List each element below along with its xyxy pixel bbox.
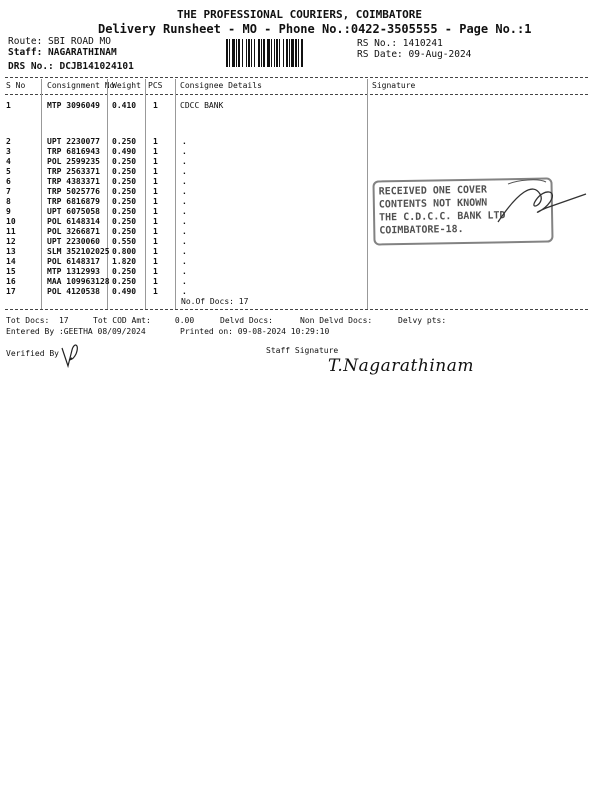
table-row: 13 SLM 352102025 0.800 1 .	[6, 247, 187, 256]
stamp-line: THE C.D.C.C. BANK LTD	[379, 210, 506, 224]
printed-on: Printed on: 09-08-2024 10:29:10	[180, 327, 330, 336]
table-row: 14 POL 6148317 1.820 1 .	[6, 257, 187, 266]
route-label: Route: SBI ROAD MO	[8, 36, 111, 47]
table-bottom-rule	[5, 309, 588, 310]
rs-number: RS No.: 1410241	[357, 38, 443, 49]
header-bottom-rule	[5, 94, 588, 95]
row-sno: 1	[6, 101, 11, 110]
no-of-docs: No.Of Docs: 17	[181, 297, 249, 306]
table-row: 10 POL 6148314 0.250 1 .	[6, 217, 187, 226]
table-row: 3 TRP 6816943 0.490 1 .	[6, 147, 187, 156]
delivery-points: Delvy pts:	[398, 316, 447, 325]
table-row: 5 TRP 2563371 0.250 1 .	[6, 167, 187, 176]
drs-number: DRS No.: DCJB141024101	[8, 61, 134, 72]
row-weight: 0.410	[112, 101, 137, 110]
total-cod-amount: Tot COD Amt: 0.00	[93, 316, 195, 325]
table-header-row	[0, 81, 600, 91]
staff-signature: T.Nagarathinam	[328, 356, 474, 376]
row-details: CDCC BANK	[180, 101, 224, 110]
entered-by: Entered By :GEETHA 08/09/2024	[6, 327, 146, 336]
verified-by: Verified By	[6, 349, 59, 358]
table-row: 2 UPT 2230077 0.250 1 .	[6, 137, 187, 146]
table-row: 15 MTP 1312993 0.250 1 .	[6, 267, 187, 276]
table-row: 17 POL 4120538 0.490 1 .	[6, 287, 187, 296]
stamp-line: RECEIVED ONE COVER	[378, 184, 488, 198]
table-row: 11 POL 3266871 0.250 1 .	[6, 227, 187, 236]
non-delivered-docs: Non Delvd Docs:	[300, 316, 373, 325]
col-pcs: PCS	[148, 81, 163, 90]
signature-scribble	[488, 172, 588, 232]
verifier-signature	[56, 340, 86, 370]
staff-signature-label: Staff Signature	[266, 346, 339, 355]
table-row: 12 UPT 2230060 0.550 1 .	[6, 237, 187, 246]
col-signature: Signature	[372, 81, 416, 90]
table-row: 9 UPT 6075058 0.250 1 .	[6, 207, 187, 216]
stamp-line: COIMBATORE-18.	[379, 223, 464, 237]
table-row: 16 MAA 109963128 0.250 1 .	[6, 277, 187, 286]
company-title: THE PROFESSIONAL COURIERS, COIMBATORE	[177, 8, 423, 21]
table-row: 7 TRP 5025776 0.250 1 .	[6, 187, 187, 196]
table-row: 4 POL 2599235 0.250 1 .	[6, 157, 187, 166]
rs-date: RS Date: 09-Aug-2024	[357, 49, 472, 60]
runsheet-subtitle: Delivery Runsheet - MO - Phone No.:0422-3505555 - Page No.:1	[98, 22, 532, 36]
staff-label: Staff: NAGARATHINAM	[8, 47, 117, 58]
col-weight: Weight	[112, 81, 141, 90]
row-pcs: 1	[153, 101, 158, 110]
col-sno: S No	[6, 81, 26, 90]
barcode	[224, 39, 354, 67]
row-consignment: MTP 3096049	[47, 101, 100, 110]
stamp-line: CONTENTS NOT KNOWN	[378, 197, 488, 211]
delivered-docs: Delvd Docs:	[220, 316, 273, 325]
table-top-rule	[5, 77, 588, 78]
table-row	[0, 101, 600, 111]
table-row: 8 TRP 6816879 0.250 1 .	[6, 197, 187, 206]
table-row: 6 TRP 4383371 0.250 1 .	[6, 177, 187, 186]
total-docs: Tot Docs: 17	[6, 316, 69, 325]
col-consignment: Consignment No	[47, 81, 115, 90]
col-consignee: Consignee Details	[180, 81, 262, 90]
